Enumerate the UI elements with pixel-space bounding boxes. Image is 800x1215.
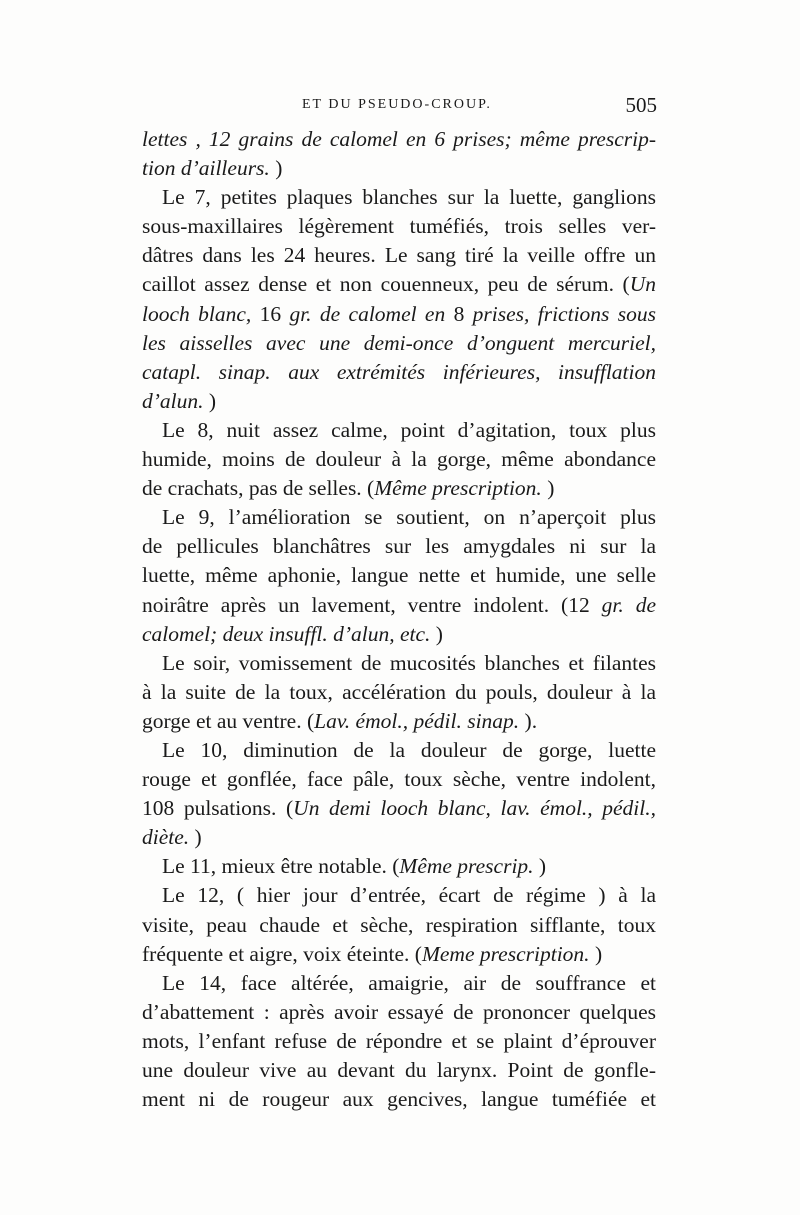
italic-text: lettes , 12 grains de calomel en 6 prises; même prescrip- <box>142 127 656 151</box>
roman-text: ) <box>189 825 202 850</box>
text-line <box>142 270 656 299</box>
text-line <box>142 881 656 910</box>
roman-text: ) <box>541 476 555 501</box>
italic-text: diète. <box>142 825 190 850</box>
roman-text: humide, moins de douleur à la gorge, même abondance <box>142 447 656 472</box>
italic-text: Même prescrip. <box>399 854 534 879</box>
italic-text: gr. de calomel en <box>289 301 454 326</box>
running-title: ET DU PSEUDO-CROUP. <box>302 97 492 112</box>
italic-text: Même prescription. <box>374 476 542 501</box>
text-line <box>142 940 656 969</box>
text-line <box>142 765 656 794</box>
text-line <box>142 1027 656 1056</box>
text-line <box>142 212 656 241</box>
roman-text: une douleur vive au devant du larynx. Point de gonfle- <box>142 1058 656 1082</box>
text-line <box>142 416 656 445</box>
text-line <box>142 387 656 416</box>
roman-text: ) <box>430 621 443 646</box>
text-line <box>142 1056 656 1085</box>
italic-text: prises, frictions sous <box>472 301 656 326</box>
roman-text: Le 7, petites plaques blanches sur la luette, ganglions <box>162 185 656 210</box>
text-line <box>142 649 656 678</box>
roman-text: 108 pulsations. ( <box>142 796 294 821</box>
roman-text: gorge et au ventre. ( <box>142 708 315 733</box>
roman-text: ) <box>533 854 547 879</box>
italic-text: Lav. émol., pédil. sinap. <box>314 708 520 733</box>
body-text <box>142 125 656 1114</box>
roman-text: à la suite de la toux, accélération du pouls, douleur à la <box>142 679 656 704</box>
text-line <box>142 329 656 358</box>
italic-text: tion d’ailleurs. <box>142 156 276 181</box>
text-line <box>142 969 656 998</box>
text-line <box>142 503 656 532</box>
roman-text: de pellicules blanchâtres sur les amygdales ni sur la <box>142 534 656 559</box>
roman-text: 8 <box>453 301 473 326</box>
text-line <box>142 445 656 474</box>
roman-text: ) <box>275 156 283 181</box>
roman-text: noirâtre après un lavement, ventre indolent. (12 <box>142 592 602 617</box>
text-line <box>142 241 656 270</box>
italic-text: calomel; deux insuffl. d’alun, etc. <box>142 621 431 646</box>
roman-text: visite, peau chaude et sèche, respiration sifflante, toux <box>142 912 656 937</box>
roman-text: 16 <box>259 301 290 326</box>
roman-text: Le soir, vomissement de mucosités blanches et filantes <box>162 650 656 675</box>
text-line <box>142 183 656 212</box>
roman-text: caillot assez dense et non couenneux, peu de sérum. ( <box>142 272 630 297</box>
italic-text: d’alun. <box>142 388 204 413</box>
roman-text: Le 12, ( hier jour d’entrée, écart de régime ) à la <box>162 883 656 908</box>
roman-text: ) <box>203 388 217 413</box>
roman-text: d’abattement : après avoir essayé de prononcer quelques <box>142 999 656 1024</box>
italic-text: Un demi looch blanc, lav. émol., pédil., <box>293 796 657 821</box>
italic-text: looch blanc, <box>142 301 260 326</box>
italic-text: gr. de <box>601 592 656 617</box>
text-line <box>142 852 656 881</box>
text-line <box>142 591 656 620</box>
text-line <box>142 154 656 183</box>
roman-text: ) <box>589 941 603 966</box>
text-line <box>142 1085 656 1114</box>
roman-text: Le 14, face altérée, amaigrie, air de souffrance et <box>162 970 656 995</box>
text-line <box>142 620 656 649</box>
roman-text: ment ni de rougeur aux gencives, langue tuméfiée et <box>142 1087 656 1112</box>
roman-text: dâtres dans les 24 heures. Le sang tiré la veille offre un <box>142 243 656 268</box>
italic-text: Meme prescription. <box>421 941 590 966</box>
italic-text: catapl. sinap. aux extrémités inférieures, insufflation <box>142 359 656 384</box>
text-line <box>142 794 656 823</box>
page-number: 505 <box>625 93 657 117</box>
roman-text: Le 8, nuit assez calme, point d’agitation, toux plus <box>162 417 656 442</box>
text-line <box>142 736 656 765</box>
roman-text: luette, même aphonie, langue nette et humide, une selle <box>142 563 656 588</box>
italic-text: les aisselles avec une demi-once d’onguent mercuriel, <box>142 330 656 355</box>
text-line <box>142 125 656 154</box>
text-line <box>142 998 656 1027</box>
text-line <box>142 911 656 940</box>
text-line <box>142 561 656 590</box>
roman-text: sous-maxillaires légèrement tuméfiés, trois selles ver- <box>142 214 656 239</box>
roman-text: fréquente et aigre, voix éteinte. ( <box>142 941 422 966</box>
roman-text: Le 11, mieux être notable. ( <box>162 854 400 879</box>
roman-text: mots, l’enfant refuse de répondre et se plaint d’éprouver <box>142 1028 656 1053</box>
roman-text: rouge et gonflée, face pâle, toux sèche, ventre indolent, <box>142 767 656 792</box>
roman-text: ). <box>519 708 538 733</box>
text-line <box>142 358 656 387</box>
roman-text: de crachats, pas de selles. ( <box>142 476 375 501</box>
text-line <box>142 823 656 852</box>
text-line <box>142 707 656 736</box>
text-line <box>142 532 656 561</box>
roman-text: Le 10, diminution de la douleur de gorge, luette <box>162 737 656 762</box>
text-line <box>142 474 656 503</box>
italic-text: Un <box>629 272 656 297</box>
text-line <box>142 300 656 329</box>
roman-text: Le 9, l’amélioration se soutient, on n’aperçoit plus <box>162 505 656 530</box>
text-line <box>142 678 656 707</box>
running-head <box>142 93 657 121</box>
